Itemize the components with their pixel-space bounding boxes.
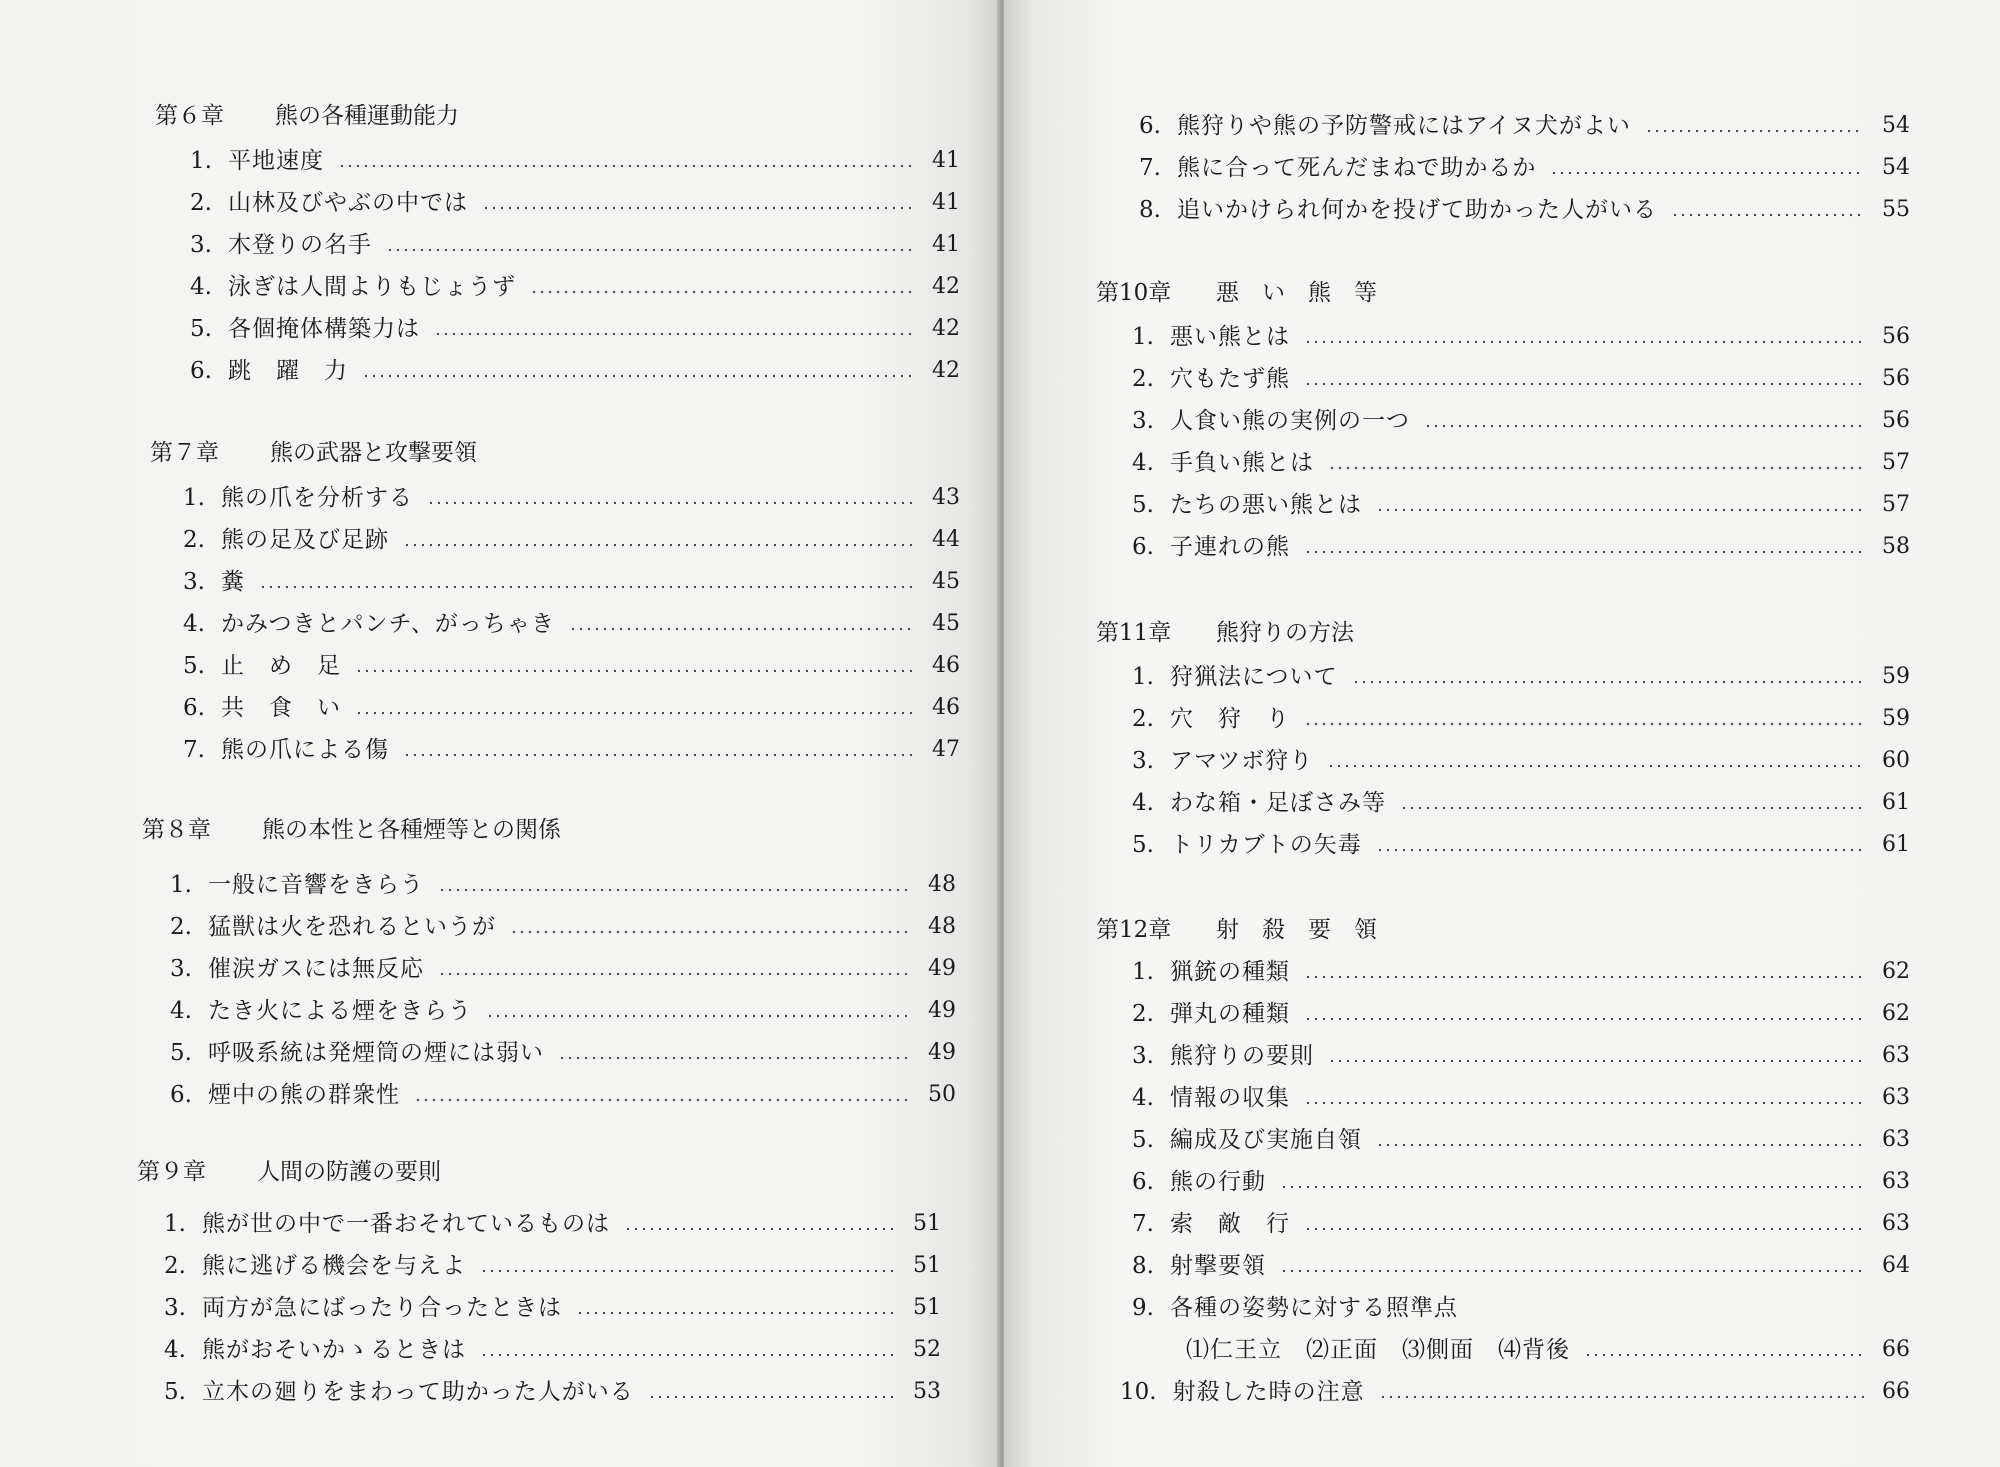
entry-page: 41	[932, 232, 960, 257]
toc-entry[interactable]	[164, 1376, 941, 1408]
entry-number: 5.	[164, 1379, 186, 1405]
entry-number: 7.	[183, 737, 205, 763]
entry-number: 1.	[190, 148, 212, 174]
dot-leader	[624, 1227, 895, 1231]
entry-title: 各個掩体構築力は	[227, 316, 420, 342]
toc-entry[interactable]	[190, 313, 960, 345]
entry-title: 平地速度	[227, 148, 324, 174]
dot-leader	[1400, 806, 1864, 810]
toc-entry[interactable]	[1132, 1208, 1910, 1240]
toc-entry[interactable]	[190, 229, 960, 261]
dot-leader	[486, 1014, 910, 1018]
dot-leader	[355, 669, 914, 673]
toc-entry[interactable]	[170, 995, 956, 1027]
dot-leader	[1327, 764, 1864, 768]
dot-leader	[362, 374, 914, 378]
entry-number: 6.	[1132, 534, 1154, 560]
entry-title: 立木の廻りをまわって助かった人がいる	[201, 1379, 634, 1405]
chapter-title: 悪 い 熊 等	[1216, 280, 1377, 306]
entry-number: 3.	[164, 1295, 186, 1321]
entry-number: 2.	[1132, 706, 1154, 732]
toc-entry[interactable]	[1139, 194, 1910, 226]
toc-entry[interactable]	[1132, 661, 1910, 693]
entry-number: 6.	[183, 695, 205, 721]
dot-leader	[1304, 382, 1864, 386]
chapter-number: 第10章	[1096, 280, 1172, 306]
entry-number: 6.	[1132, 1169, 1154, 1195]
dot-leader	[386, 248, 914, 252]
toc-entry[interactable]	[1132, 1040, 1910, 1072]
entry-number: 3.	[1132, 1043, 1154, 1069]
entry-page: 49	[928, 998, 956, 1023]
chapter-heading	[1096, 617, 1354, 649]
dot-leader	[427, 501, 914, 505]
entry-page: 52	[913, 1337, 941, 1362]
entry-page: 63	[1882, 1085, 1910, 1110]
entry-title: 山林及びやぶの中では	[227, 190, 468, 216]
entry-page: 44	[932, 527, 960, 552]
entry-page: 55	[1882, 197, 1910, 222]
dot-leader	[510, 930, 910, 934]
entry-title: わな箱・足ぼさみ等	[1169, 790, 1386, 816]
entry-number: 5.	[190, 316, 212, 342]
toc-entry[interactable]	[1132, 1082, 1910, 1114]
toc-entry[interactable]	[1132, 447, 1910, 479]
entry-page: 49	[928, 956, 956, 981]
toc-entry[interactable]	[1132, 703, 1910, 735]
entry-page: 48	[928, 872, 956, 897]
toc-entry[interactable]	[190, 271, 960, 303]
toc-entry[interactable]	[1132, 1292, 1910, 1324]
entry-title: 呼吸系統は発煙筒の煙には弱い	[207, 1040, 544, 1066]
entry-number: 3.	[183, 569, 205, 595]
entry-title: 穴 狩 り	[1169, 706, 1290, 732]
toc-entry[interactable]	[183, 524, 960, 556]
entry-title: 手負い熊とは	[1169, 450, 1314, 476]
entry-title: 糞	[220, 569, 245, 595]
entry-title: 熊狩りや熊の予防警戒にはアイヌ犬がよい	[1176, 113, 1631, 139]
entry-title: 両方が急にばったり合ったときは	[201, 1295, 562, 1321]
entry-page: 64	[1882, 1253, 1910, 1278]
entry-number: 3.	[1132, 408, 1154, 434]
entry-title: 跳 躍 力	[227, 358, 348, 384]
entry-number: 2.	[190, 190, 212, 216]
toc-entry[interactable]	[1139, 110, 1910, 142]
entry-title: 一般に音響をきらう	[207, 872, 424, 898]
entry-number: 10.	[1120, 1379, 1157, 1405]
dot-leader	[558, 1056, 910, 1060]
toc-entry[interactable]	[170, 911, 956, 943]
entry-number: 4.	[1132, 1085, 1154, 1111]
entry-page: 42	[932, 358, 960, 383]
entry-title: 泳ぎは人間よりもじょうず	[227, 274, 516, 300]
entry-page: 51	[913, 1295, 941, 1320]
dot-leader	[1304, 975, 1864, 979]
entry-title: 猟銃の種類	[1169, 959, 1290, 985]
entry-title: 人食い熊の実例の一つ	[1169, 408, 1410, 434]
dot-leader	[434, 332, 914, 336]
toc-entry[interactable]	[164, 1250, 941, 1282]
dot-leader	[338, 164, 914, 168]
entry-title: 悪い熊とは	[1169, 324, 1290, 350]
toc-subentry[interactable]	[1186, 1334, 1910, 1366]
toc-entry[interactable]	[1132, 531, 1910, 563]
entry-title: 熊の足及び足跡	[220, 527, 389, 553]
dot-leader	[1584, 1353, 1864, 1357]
entry-number: 8.	[1139, 197, 1161, 223]
entry-number: 2.	[1132, 366, 1154, 392]
entry-page: 56	[1882, 408, 1910, 433]
entry-page: 49	[928, 1040, 956, 1065]
toc-entry[interactable]	[1132, 956, 1910, 988]
chapter-heading	[1096, 277, 1377, 309]
entry-number: 8.	[1132, 1253, 1154, 1279]
toc-entry[interactable]	[1132, 1250, 1910, 1282]
dot-leader	[1328, 466, 1864, 470]
entry-page: 42	[932, 274, 960, 299]
entry-number: 7.	[1139, 155, 1161, 181]
entry-number: 4.	[170, 998, 192, 1024]
entry-title: 熊の行動	[1169, 1169, 1266, 1195]
entry-title: 熊の爪を分析する	[220, 485, 413, 511]
toc-entry[interactable]	[1132, 787, 1910, 819]
toc-entry[interactable]	[170, 953, 956, 985]
entry-title: 熊が世の中で一番おそれているものは	[201, 1211, 610, 1237]
entry-page: 59	[1882, 706, 1910, 731]
toc-entry[interactable]	[1132, 1124, 1910, 1156]
toc-entry[interactable]	[190, 355, 960, 387]
chapter-title: 熊の本性と各種煙等との関係	[262, 817, 561, 843]
entry-number: 4.	[1132, 790, 1154, 816]
entry-title: 木登りの名手	[227, 232, 372, 258]
entry-title: 弾丸の種類	[1169, 1001, 1290, 1027]
entry-title: 煙中の熊の群衆性	[207, 1082, 400, 1108]
entry-number: 1.	[183, 485, 205, 511]
entry-title: 止 め 足	[220, 653, 341, 679]
entry-number: 7.	[1132, 1211, 1154, 1237]
entry-number: 5.	[170, 1040, 192, 1066]
chapter-number: 第12章	[1096, 917, 1172, 943]
entry-page: 62	[1882, 959, 1910, 984]
entry-page: 63	[1882, 1169, 1910, 1194]
toc-entry[interactable]	[183, 734, 960, 766]
entry-number: 4.	[190, 274, 212, 300]
entry-title: 子連れの熊	[1169, 534, 1290, 560]
entry-title: 熊に合って死んだまねで助かるか	[1176, 155, 1537, 181]
dot-leader	[1328, 1059, 1864, 1063]
entry-number: 6.	[1139, 113, 1161, 139]
toc-entry[interactable]	[1139, 152, 1910, 184]
entry-number: 1.	[1132, 324, 1154, 350]
toc-entry[interactable]	[1132, 489, 1910, 521]
dot-leader	[1376, 848, 1864, 852]
entry-number: 5.	[183, 653, 205, 679]
entry-title: 共 食 い	[220, 695, 341, 721]
entry-page: 48	[928, 914, 956, 939]
toc-entry[interactable]	[170, 1037, 956, 1069]
entry-title: 熊狩りの要則	[1169, 1043, 1314, 1069]
dot-leader	[1280, 1185, 1864, 1189]
entry-title: 熊に逃げる機会を与えよ	[201, 1253, 466, 1279]
entry-number: 2.	[170, 914, 192, 940]
entry-page: 56	[1882, 366, 1910, 391]
dot-leader	[1280, 1269, 1864, 1273]
entry-page: 62	[1882, 1001, 1910, 1026]
dot-leader	[1304, 1227, 1864, 1231]
dot-leader	[1645, 129, 1864, 133]
entry-page: 46	[932, 653, 960, 678]
dot-leader	[259, 585, 914, 589]
entry-title: 熊の爪による傷	[220, 737, 389, 763]
toc-entry[interactable]	[190, 145, 960, 177]
dot-leader	[1376, 508, 1864, 512]
entry-page: 66	[1882, 1379, 1910, 1404]
toc-entry[interactable]	[164, 1334, 941, 1366]
toc-entry[interactable]	[1132, 998, 1910, 1030]
entry-number: 4.	[1132, 450, 1154, 476]
entry-page: 66	[1882, 1337, 1910, 1362]
chapter-title: 熊の各種運動能力	[275, 103, 459, 129]
chapter-number: 第９章	[137, 1159, 206, 1185]
entry-page: 63	[1882, 1211, 1910, 1236]
toc-entry[interactable]	[1132, 1166, 1910, 1198]
entry-number: 5.	[1132, 1127, 1154, 1153]
toc-entry[interactable]	[183, 650, 960, 682]
entry-title: 猛獣は火を恐れるというが	[207, 914, 496, 940]
entry-title: 各種の姿勢に対する照準点	[1169, 1295, 1458, 1321]
entry-title: 熊がおそいかゝるときは	[201, 1337, 466, 1363]
entry-title: 狩猟法について	[1169, 664, 1338, 690]
chapter-title: 熊の武器と攻撃要領	[270, 440, 477, 466]
toc-entry[interactable]	[1132, 321, 1910, 353]
entry-title: トリカブトの矢毒	[1169, 832, 1362, 858]
toc-entry[interactable]	[1132, 363, 1910, 395]
entry-number: 2.	[1132, 1001, 1154, 1027]
dot-leader	[403, 753, 914, 757]
dot-leader	[1550, 171, 1864, 175]
toc-entry[interactable]	[164, 1292, 941, 1324]
dot-leader	[1304, 1101, 1864, 1105]
chapter-number: 第11章	[1096, 620, 1172, 646]
dot-leader	[1424, 424, 1864, 428]
dot-leader	[480, 1269, 895, 1273]
toc-entry[interactable]	[183, 608, 960, 640]
entry-page: 45	[932, 611, 960, 636]
dot-leader	[1379, 1395, 1864, 1399]
dot-leader	[1304, 340, 1864, 344]
toc-entry[interactable]	[1132, 745, 1910, 777]
entry-number: 9.	[1132, 1295, 1154, 1321]
entry-title: 射撃要領	[1169, 1253, 1266, 1279]
chapter-title: 射 殺 要 領	[1216, 917, 1377, 943]
entry-number: 6.	[170, 1082, 192, 1108]
dot-leader	[576, 1311, 895, 1315]
entry-title: 追いかけられ何かを投げて助かった人がいる	[1176, 197, 1657, 223]
entry-page: 57	[1882, 450, 1910, 475]
entry-page: 43	[932, 485, 960, 510]
dot-leader	[1376, 1143, 1864, 1147]
dot-leader	[530, 290, 914, 294]
entry-number: 1.	[1132, 664, 1154, 690]
toc-entry[interactable]	[1132, 829, 1910, 861]
toc-entry[interactable]	[164, 1208, 941, 1240]
dot-leader	[1352, 680, 1865, 684]
dot-leader	[438, 888, 910, 892]
entry-page: 57	[1882, 492, 1910, 517]
chapter-number: 第８章	[142, 817, 211, 843]
entry-page: 45	[932, 569, 960, 594]
entry-page: 58	[1882, 534, 1910, 559]
chapter-title: 熊狩りの方法	[1216, 620, 1354, 646]
entry-page: 42	[932, 316, 960, 341]
entry-page: 47	[932, 737, 960, 762]
toc-entry[interactable]	[183, 692, 960, 724]
entry-page: 63	[1882, 1127, 1910, 1152]
right-page	[1004, 0, 2000, 1467]
toc-entry[interactable]	[183, 566, 960, 598]
entry-title: 編成及び実施自領	[1169, 1127, 1362, 1153]
entry-page: 61	[1882, 790, 1910, 815]
dot-leader	[355, 711, 914, 715]
entry-page: 46	[932, 695, 960, 720]
entry-number: 2.	[183, 527, 205, 553]
entry-title: かみつきとパンチ、がっちゃき	[220, 611, 555, 637]
chapter-heading	[137, 1156, 441, 1188]
dot-leader	[480, 1353, 895, 1357]
entry-page: 54	[1882, 113, 1910, 138]
chapter-heading	[142, 814, 561, 846]
entry-title: たき火による煙をきらう	[207, 998, 472, 1024]
dot-leader	[1304, 722, 1864, 726]
toc-entry[interactable]	[170, 869, 956, 901]
dot-leader	[569, 627, 914, 631]
entry-page: 61	[1882, 832, 1910, 857]
toc-entry[interactable]	[190, 187, 960, 219]
dot-leader	[1304, 1017, 1864, 1021]
entry-number: 1.	[170, 872, 192, 898]
entry-page: 41	[932, 190, 960, 215]
entry-number: 2.	[164, 1253, 186, 1279]
entry-title: 穴もたず熊	[1169, 366, 1290, 392]
entry-page: 56	[1882, 324, 1910, 349]
dot-leader	[438, 972, 910, 976]
entry-title: 情報の収集	[1169, 1085, 1290, 1111]
toc-entry[interactable]	[1120, 1376, 1910, 1408]
dot-leader	[1304, 550, 1864, 554]
entry-title: ⑴仁王立 ⑵正面 ⑶側面 ⑷背後	[1186, 1337, 1570, 1363]
entry-page: 54	[1882, 155, 1910, 180]
dot-leader	[482, 206, 914, 210]
entry-number: 6.	[190, 358, 212, 384]
entry-page: 60	[1882, 748, 1910, 773]
entry-title: たちの悪い熊とは	[1169, 492, 1362, 518]
toc-entry[interactable]	[170, 1079, 956, 1111]
entry-page: 53	[913, 1379, 941, 1404]
chapter-number: 第７章	[150, 440, 219, 466]
entry-page: 51	[913, 1253, 941, 1278]
entry-number: 3.	[170, 956, 192, 982]
entry-number: 5.	[1132, 832, 1154, 858]
dot-leader	[648, 1395, 895, 1399]
entry-number: 1.	[1132, 959, 1154, 985]
chapter-number: 第６章	[155, 103, 224, 129]
entry-page: 50	[928, 1082, 956, 1107]
entry-number: 3.	[190, 232, 212, 258]
entry-page: 63	[1882, 1043, 1910, 1068]
chapter-heading	[150, 437, 477, 469]
dot-leader	[403, 543, 914, 547]
entry-title: 索 敵 行	[1169, 1211, 1290, 1237]
entry-page: 51	[913, 1211, 941, 1236]
entry-title: 催涙ガスには無反応	[207, 956, 424, 982]
entry-title: アマツボ狩り	[1169, 748, 1314, 774]
entry-page: 59	[1882, 664, 1910, 689]
toc-entry[interactable]	[183, 482, 960, 514]
toc-entry[interactable]	[1132, 405, 1910, 437]
chapter-heading	[155, 100, 459, 132]
entry-number: 4.	[164, 1337, 186, 1363]
entry-number: 5.	[1132, 492, 1154, 518]
entry-number: 1.	[164, 1211, 186, 1237]
entry-number: 3.	[1132, 748, 1154, 774]
entry-page: 41	[932, 148, 960, 173]
entry-title: 射殺した時の注意	[1172, 1379, 1365, 1405]
chapter-title: 人間の防護の要則	[257, 1159, 441, 1185]
dot-leader	[414, 1098, 910, 1102]
entry-number: 4.	[183, 611, 205, 637]
chapter-heading	[1096, 914, 1377, 946]
dot-leader	[1671, 213, 1864, 217]
